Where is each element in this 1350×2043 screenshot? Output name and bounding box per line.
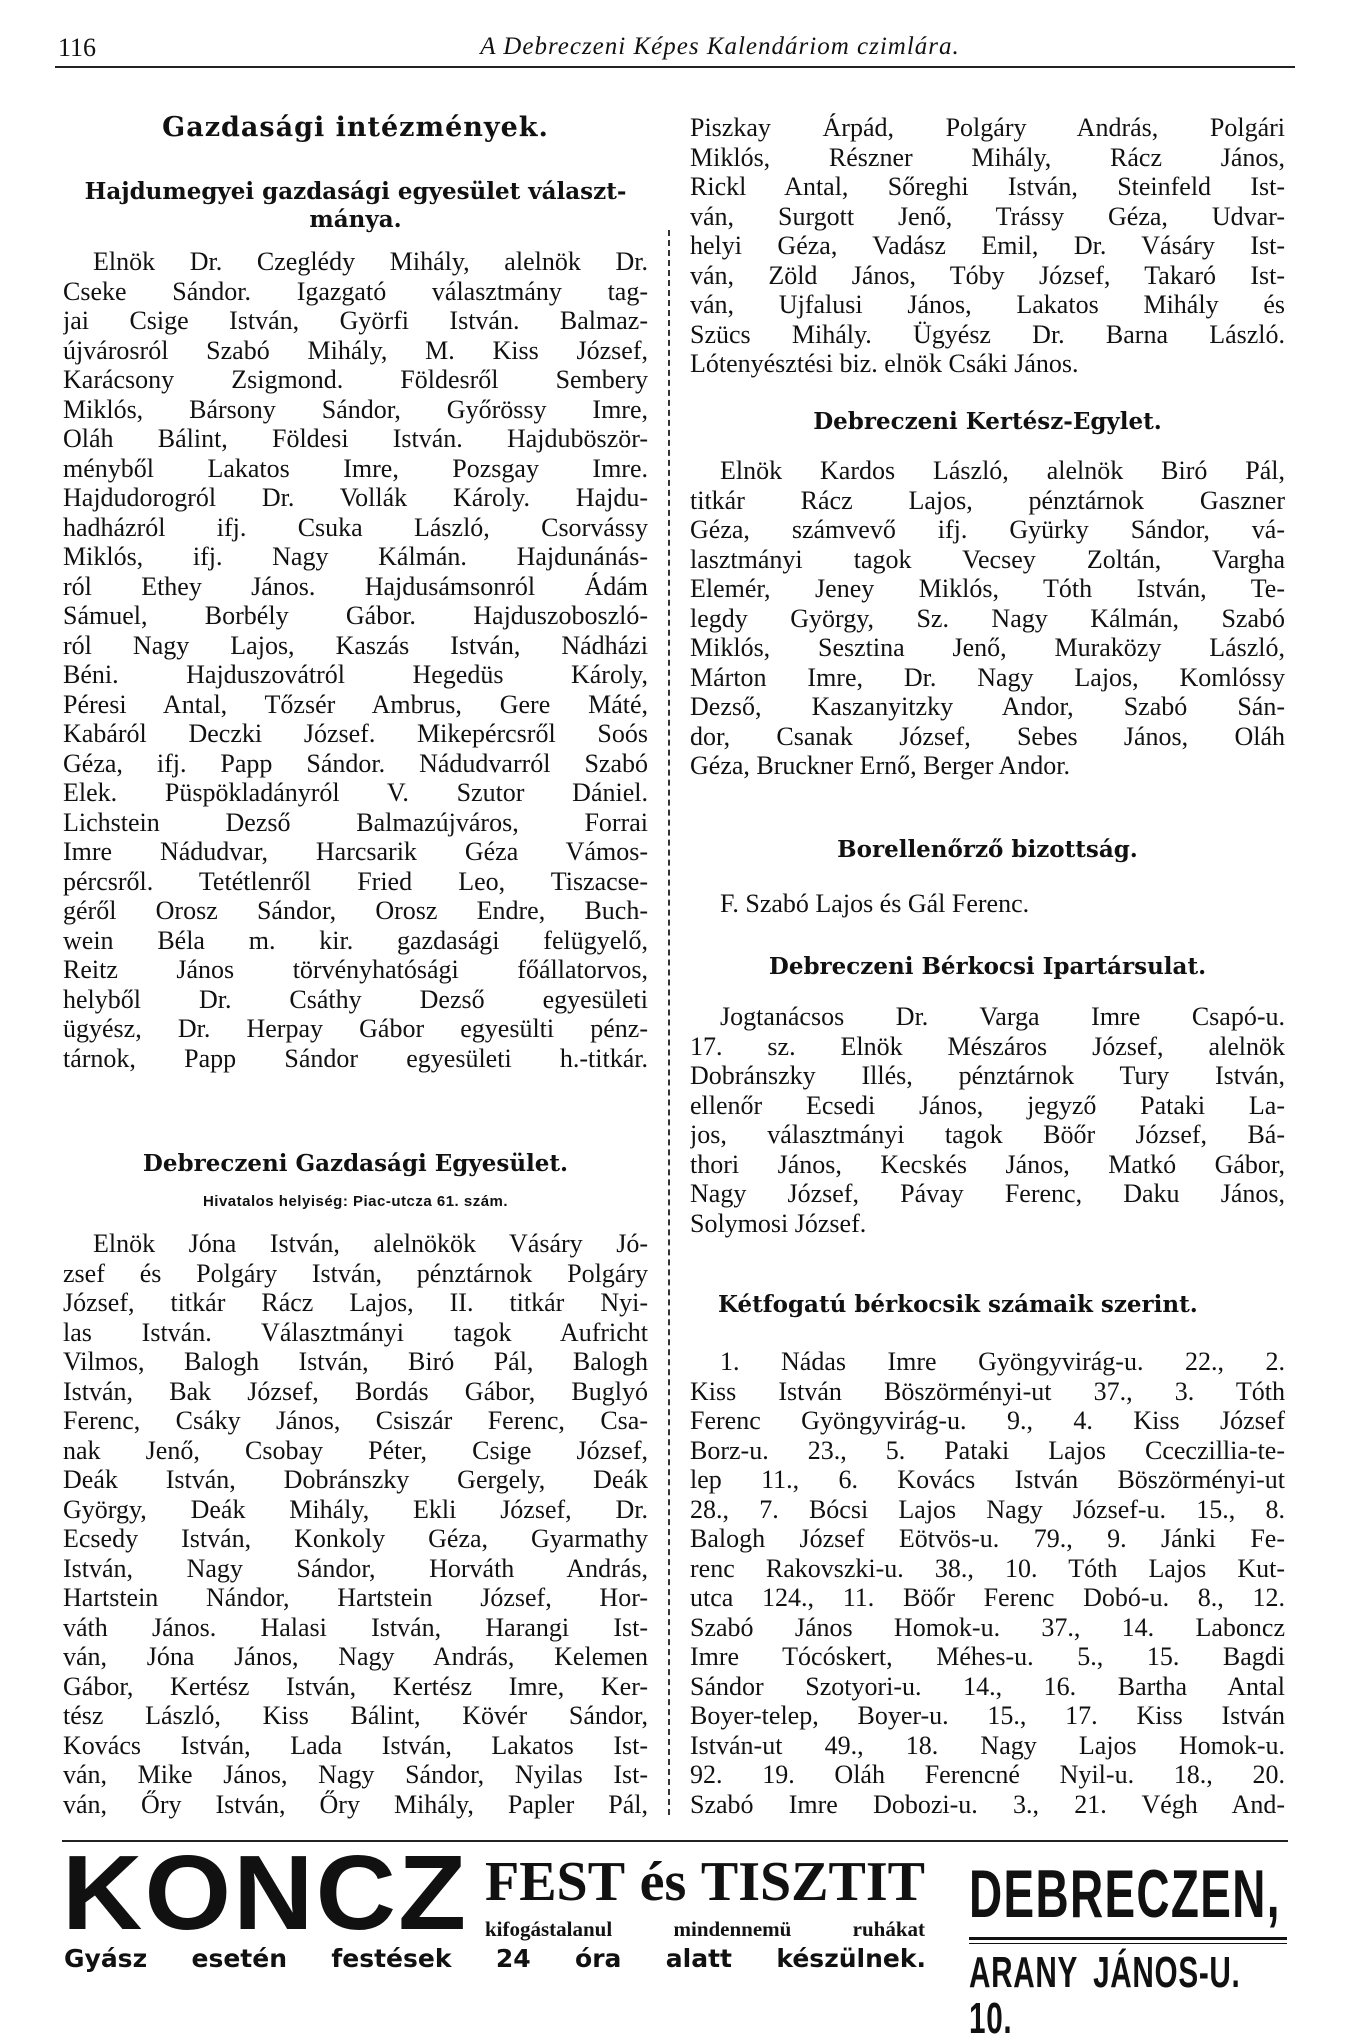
text-line: ról Ethey János. Hajdusámsonról Ádám xyxy=(63,571,648,601)
text-line: Ferenc Gyöngyvirág-u. 9., 4. Kiss József xyxy=(690,1406,1285,1435)
text-line: Cseke Sándor. Igazgató választmány tag- xyxy=(63,276,648,306)
text-line: Sámuel, Borbély Gábor. Hajduszoboszló- xyxy=(63,601,648,630)
text-line: tárnok, Papp Sándor egyesületi h.-titkár. xyxy=(63,1043,648,1073)
text-line: Oláh Bálint, Földesi István. Hajduböször- xyxy=(63,424,648,453)
text-line: F. Szabó Lajos és Gál Ferenc. xyxy=(720,889,1030,918)
text-line: Hartstein Nándor, Hartstein József, Hor- xyxy=(63,1583,648,1612)
text-line: Elemér, Jeney Miklós, Tóth István, Te- xyxy=(690,574,1285,603)
text-line: Lótenyésztési biz. elnök Csáki János. xyxy=(690,349,1079,378)
text-line: ván, Ujfalusi János, Lakatos Mihály és xyxy=(690,290,1285,319)
text-line: Szabó Imre Dobozi-u. 3., 21. Végh And- xyxy=(690,1789,1285,1819)
text-line: István, Nagy Sándor, Horváth András, xyxy=(63,1553,648,1583)
subsection-title-line: mánya. xyxy=(309,206,402,233)
text-line: Jogtanácsos Dr. Varga Imre Csapó-u. xyxy=(720,1002,1285,1031)
text-line: Imre Nádudvar, Harcsarik Géza Vámos- xyxy=(63,837,648,866)
text-line: Ferenc, Csáky János, Csiszár Ferenc, Csa- xyxy=(63,1406,648,1435)
text-line: hadházról ifj. Csuka László, Csorvássy xyxy=(63,512,648,542)
text-line: Szabó János Homok-u. 37., 14. Laboncz xyxy=(690,1612,1285,1642)
text-line: pércsről. Tetétlenről Fried Leo, Tiszacse- xyxy=(63,866,648,896)
text-line: Solymosi József. xyxy=(690,1208,867,1238)
text-line: Nagy József, Pávay Ferenc, Daku János, xyxy=(690,1179,1285,1208)
text-line: tész László, Kiss Bálint, Kövér Sándor, xyxy=(63,1701,648,1730)
text-line: Elnök Kardos László, alelnök Biró Pál, xyxy=(720,456,1285,485)
ad-note: Gyász esetén festések 24 óra alatt készülnek. xyxy=(64,1944,926,1973)
running-title: A Debreczeni Képes Kalendáriom czimlára. xyxy=(480,33,960,60)
text-line: Elnök Jóna István, alelnökök Vásáry Jó- xyxy=(93,1229,648,1258)
text-line: nak Jenő, Csobay Péter, Csige József, xyxy=(63,1435,648,1465)
text-line: helyből Dr. Csáthy Dezső egyesületi xyxy=(63,984,648,1014)
ad-double-rule xyxy=(969,1943,1287,1944)
text-line: Boyer-telep, Boyer-u. 15., 17. Kiss István xyxy=(690,1701,1285,1730)
text-line: Deák István, Dobránszky Gergely, Deák xyxy=(63,1465,648,1494)
text-line: titkár Rácz Lajos, pénztárnok Gaszner xyxy=(690,485,1285,515)
text-line: Péresi Antal, Tőzsér Ambrus, Gere Máté, xyxy=(63,689,648,719)
paragraph-berkocsi xyxy=(690,1002,1285,1238)
ad-city: DEBRECZEN, xyxy=(969,1856,1281,1932)
text-line: legdy György, Sz. Nagy Kálmán, Szabó xyxy=(690,603,1285,633)
ad-double-rule xyxy=(969,1937,1287,1940)
text-line: József, titkár Rácz Lajos, II. titkár Nyi- xyxy=(63,1288,648,1317)
text-line: 92. 19. Oláh Ferencné Nyil-u. 18., 20. xyxy=(690,1760,1285,1789)
text-line: Béni. Hajduszovátról Hegedüs Károly, xyxy=(63,660,648,689)
text-line: Kiss István Böszörményi-ut 37., 3. Tóth xyxy=(690,1376,1285,1406)
paragraph-borellenorzo xyxy=(690,889,1285,919)
text-line: 28., 7. Bócsi Lajos Nagy József-u. 15., 8. xyxy=(690,1494,1285,1524)
text-line: ván, Surgott Jenő, Trássy Géza, Udvar- xyxy=(690,201,1285,231)
text-line: Rickl Antal, Sőreghi István, Steinfeld Ist- xyxy=(690,172,1285,201)
text-line: Reitz János törvényhatósági főállatorvos, xyxy=(63,955,648,984)
text-line: György, Deák Mihály, Ekli József, Dr. xyxy=(63,1494,648,1524)
text-line: Imre Tócóskert, Méhes-u. 5., 15. Bagdi xyxy=(690,1642,1285,1671)
text-line: 17. sz. Elnök Mészáros József, alelnök xyxy=(690,1031,1285,1061)
text-line: Géza, számvevő ifj. Gyürky Sándor, vá- xyxy=(690,515,1285,544)
text-line: Miklós, ifj. Nagy Kálmán. Hajdunánás- xyxy=(63,542,648,571)
ad-headline: FEST és TISZTIT xyxy=(485,1851,925,1913)
text-line: 1. Nádas Imre Gyöngyvirág-u. 22., 2. xyxy=(720,1347,1285,1376)
section-title: Gazdasági intézmények. xyxy=(162,112,549,143)
text-line: Balogh József Eötvös-u. 79., 9. Jánki Fe- xyxy=(690,1524,1285,1553)
text-line: ván, Zöld János, Tóby József, Takaró Ist- xyxy=(690,260,1285,290)
text-line: ményből Lakatos Imre, Pozsgay Imre. xyxy=(63,453,648,483)
paragraph-ketfogatu xyxy=(690,1347,1285,1819)
subsection-title xyxy=(63,178,648,234)
text-line: Miklós, Bársony Sándor, Győrössy Imre, xyxy=(63,394,648,424)
subsection-title: Debreczeni Kertész-Egylet. xyxy=(813,408,1162,435)
text-line: ügyész, Dr. Herpay Gábor egyesülti pénz- xyxy=(63,1014,648,1043)
subsection-title-line: Hajdumegyei gazdasági egyesület választ- xyxy=(84,178,627,205)
text-line: Piszkay Árpád, Polgáry András, Polgári xyxy=(690,113,1285,142)
paragraph-continuation xyxy=(690,113,1285,379)
text-line: Vilmos, Balogh István, Biró Pál, Balogh xyxy=(63,1347,648,1376)
text-line: Dobránszky Illés, pénztárnok Tury István, xyxy=(690,1061,1285,1090)
ad-brand: KONCZ xyxy=(62,1834,469,1952)
text-line: Hajdudorogról Dr. Vollák Károly. Hajdu- xyxy=(63,483,648,512)
text-line: helyi Géza, Vadász Emil, Dr. Vásáry Ist- xyxy=(690,231,1285,260)
subsection-title: Borellenőrző bizottság. xyxy=(837,836,1138,863)
text-line: István, Bak József, Bordás Gábor, Buglyó xyxy=(63,1376,648,1406)
text-line: lep 11., 6. Kovács István Böszörményi-ut xyxy=(690,1465,1285,1494)
text-line: jai Csige István, Györfi István. Balmaz- xyxy=(63,306,648,335)
text-line: ván, Őry István, Őry Mihály, Papler Pál, xyxy=(63,1789,648,1819)
text-line: újvárosról Szabó Mihály, M. Kiss József, xyxy=(63,335,648,365)
text-line: thori János, Kecskés János, Matkó Gábor, xyxy=(690,1149,1285,1179)
text-line: las István. Választmányi tagok Aufricht xyxy=(63,1317,648,1347)
text-line: zsef és Polgáry István, pénztárnok Polgáry xyxy=(63,1258,648,1288)
ad-subline: kifogástalanul mindennemü ruhákat xyxy=(485,1917,925,1941)
text-line: Kovács István, Lada István, Lakatos Ist- xyxy=(63,1730,648,1760)
text-line: dor, Csanak József, Sebes János, Oláh xyxy=(690,721,1285,751)
text-line: ván, Jóna János, Nagy András, Kelemen xyxy=(63,1642,648,1671)
text-line: ván, Mike János, Nagy Sándor, Nyilas Ist- xyxy=(63,1760,648,1789)
text-line: István-ut 49., 18. Nagy Lajos Homok-u. xyxy=(690,1730,1285,1760)
text-line: Sándor Szotyori-u. 14., 16. Bartha Antal xyxy=(690,1671,1285,1701)
text-line: utca 124., 11. Böőr Ferenc Dobó-u. 8., 12. xyxy=(690,1583,1285,1612)
text-line: Márton Imre, Dr. Nagy Lajos, Komlóssy xyxy=(690,662,1285,692)
text-line: váth János. Halasi István, Harangi Ist- xyxy=(63,1612,648,1642)
text-line: Lichstein Dezső Balmazújváros, Forrai xyxy=(63,807,648,837)
text-line: renc Rakovszki-u. 38., 10. Tóth Lajos Kut- xyxy=(690,1553,1285,1583)
header-rule xyxy=(55,66,1295,68)
text-line: Borz-u. 23., 5. Pataki Lajos Cceczillia-te- xyxy=(690,1435,1285,1465)
text-line: Elek. Püspökladányról V. Szutor Dániel. xyxy=(63,778,648,807)
text-line: lasztmányi tagok Vecsey Zoltán, Vargha xyxy=(690,544,1285,574)
paragraph-gazdasagi-egyesulet xyxy=(63,1229,648,1819)
text-line: Kabáról Deczki József. Mikepércsről Soós xyxy=(63,719,648,748)
text-line: Elnök Dr. Czeglédy Mihály, alelnök Dr. xyxy=(93,247,648,276)
text-line: Géza, Bruckner Ernő, Berger Andor. xyxy=(690,751,1071,780)
text-line: Karácsony Zsigmond. Földesről Sembery xyxy=(63,365,648,394)
text-line: ellenőr Ecsedi János, jegyző Pataki La- xyxy=(690,1090,1285,1120)
text-line: Miklós, Részner Mihály, Rácz János, xyxy=(690,142,1285,172)
text-line: Dezső, Kaszanyitzky Andor, Szabó Sán- xyxy=(690,692,1285,721)
ad-address: ARANY JÁNOS-U. 10. xyxy=(969,1948,1241,2043)
text-line: Miklós, Sesztina Jenő, Muraközy László, xyxy=(690,633,1285,662)
text-line: jos, választmányi tagok Böőr József, Bá- xyxy=(690,1120,1285,1149)
text-line: Géza, ifj. Papp Sándor. Nádudvarról Szabó xyxy=(63,748,648,778)
text-line: géről Orosz Sándor, Orosz Endre, Buch- xyxy=(63,896,648,925)
subsection-title: Debreczeni Bérkocsi Ipartársulat. xyxy=(768,953,1207,980)
paragraph-hajdumegyei xyxy=(63,247,648,1073)
page-number: 116 xyxy=(58,33,97,62)
subsection-title: Kétfogatú bérkocsik számaik szerint. xyxy=(718,1291,1198,1318)
paragraph-kertesz-egylet xyxy=(690,456,1285,781)
column-divider xyxy=(668,230,670,1815)
text-line: Gábor, Kertész István, Kertész Imre, Ker- xyxy=(63,1671,648,1701)
text-line: Ecsedy István, Konkoly Géza, Gyarmathy xyxy=(63,1524,648,1553)
text-line: Szücs Mihály. Ügyész Dr. Barna László. xyxy=(690,319,1285,349)
subsection-title: Debreczeni Gazdasági Egyesület. xyxy=(142,1150,569,1177)
text-line: wein Béla m. kir. gazdasági felügyelő, xyxy=(63,925,648,955)
address-note: Hivatalos helyiség: Piac-utcza 61. szám. xyxy=(202,1193,509,1210)
text-line: ról Nagy Lajos, Kaszás István, Nádházi xyxy=(63,630,648,660)
